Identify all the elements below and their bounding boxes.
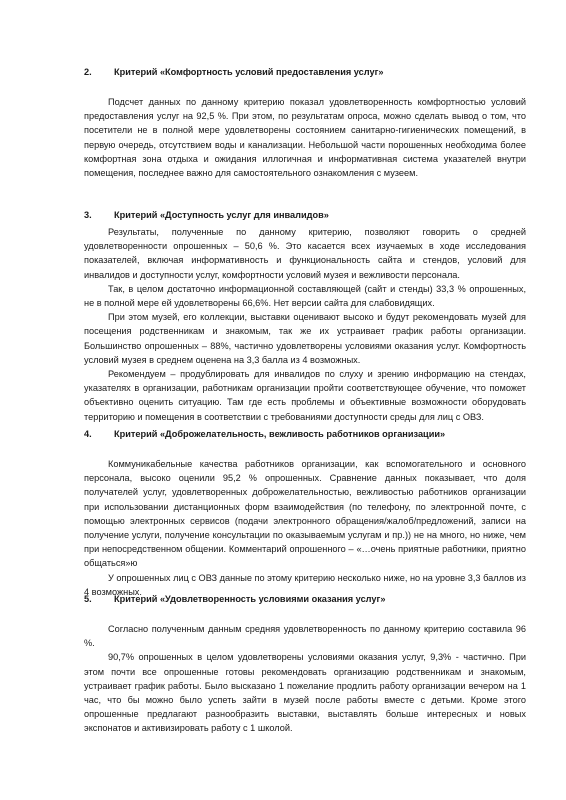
section-title: Критерий «Доброжелательность, вежливость работников организации» [114, 429, 446, 439]
section-heading [84, 209, 526, 221]
paragraph: Рекомендуем – продублировать для инвалидов по слуху и зрению информацию на стендах, указателях в организации, работникам организации пройти соответствующее обучение, что поможет объективно оценить ситуацию. Там где есть проблемы и объективные возможности оборудовать территорию и помещения в соответствии с требованиями доступности среды для лиц с ОВЗ. [84, 369, 526, 422]
section-heading [84, 66, 526, 78]
section-4 [84, 428, 526, 599]
section-number: 4. [84, 429, 92, 439]
section-5 [84, 593, 526, 736]
section-heading [84, 428, 526, 440]
paragraph: Коммуникабельные качества работников организации, как вспомогательного и основного персонала, высоко оценили 95,2 % опрошенных. Сравнение данных показывает, что доля получателей услуг, удовлетворенных доброжелательностью, вежливостью работников организации при использовании дистанционных форм взаимодействия (по телефону, по электронной почте, с помощью электронных сервисов (подачи электронного обращения/жалоб/предложений, записи на получение услуги, получение консультации по оказываемым услугам и пр.)) не на много, но ниже, чем при непосредственном общении. Комментарий опрошенного – «…очень приятные работники, приятно общаться»ю [84, 459, 526, 569]
paragraph: Согласно полученным данным средняя удовлетворенность по данному критерию составила 96 %. [84, 624, 526, 649]
paragraph: Результаты, полученные по данному критерию, позволяют говорить о средней удовлетворенности опрошенных – 50,6 %. Это касается всех изучаемых в ходе исследования показателей, включая информативность и функциональность сайта и стендов, условий для инвалидов и доступности услуг, комфортности условий музея и вежливости персонала. [84, 227, 526, 280]
section-heading [84, 593, 526, 605]
section-title: Критерий «Удовлетворенность условиями оказания услуг» [114, 594, 386, 604]
section-2 [84, 66, 526, 180]
section-3 [84, 209, 526, 424]
section-number: 5. [84, 594, 92, 604]
section-number: 2. [84, 67, 92, 77]
paragraph: При этом музей, его коллекции, выставки оценивают высоко и будут рекомендовать музей для посещения родственникам и знакомым, так же их устраивает график работы организации. Большинство опрошенных – 88%, частично удовлетворены условиями оказания услуг. Комфортность условий музея в среднем оценена на 3,3 балла из 4 возможных. [84, 312, 526, 365]
paragraph: Так, в целом достаточно информационной составляющей (сайт и стенды) 33,3 % опрошенных, не в полной мере ей удовлетворены 66,6%. Нет версии сайта для слабовидящих. [84, 283, 526, 309]
paragraph: У опрошенных лиц с ОВЗ данные по этому критерию несколько ниже, но на уровне 3,3 баллов из 4 возможных. [84, 572, 526, 597]
section-title: Критерий «Комфортность условий предоставления услуг» [114, 67, 384, 77]
paragraph: 90,7% опрошенных в целом удовлетворены условиями оказания услуг, 9,3% - частично. При этом почти все опрошенные готовы рекомендовать организацию родственникам и знакомым, устраивает график работы. Было высказано 1 пожелание продлить работу организации вечером на 1 час, что бы можно было успеть зайти в музей после работы вместе с детьми. Кроме этого опрошенные предлагают разнообразить выставки, выставлять больше интересных и новых экспонатов и активизировать работу с 1 школой. [84, 652, 526, 734]
paragraph: Подсчет данных по данному критерию показал удовлетворенность комфортностью условий предоставления услуг на 92,5 %. При этом, по результатам опроса, можно сделать вывод о том, что посетители не в полной мере удовлетворены состоянием санитарно-гигиенических помещений, в первую очередь, отсутствием воды и канализации. Небольшой части порошенных необходима более комфортная зона отдыха и ожидания иллогичная и информативная система указателей внутри помещения, последнее важно для самостоятельного ознакомления с музеем. [84, 97, 526, 179]
section-title: Критерий «Доступность услуг для инвалидов» [114, 210, 329, 220]
section-number: 3. [84, 210, 92, 220]
